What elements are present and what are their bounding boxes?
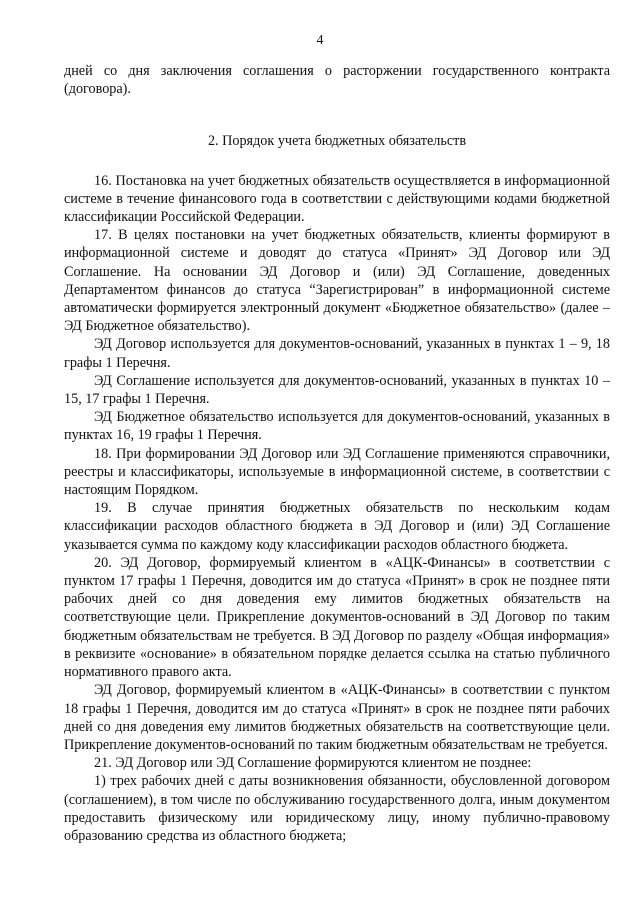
paragraph-18: 18. При формировании ЭД Договор или ЭД Соглашение применяются справочники, реестры и классификаторы, используемые в информационной системе, в соответствии с настоящим Порядком. (64, 445, 610, 499)
paragraph-20-continued: ЭД Договор, формируемый клиентом в «АЦК-Финансы» в соответствии с пунктом 18 графы 1 Перечня, доводится им до статуса «Принят» в срок не позднее пяти рабочих дней со дня доведения ему лимитов бюджетных обязательств на соответствующие цели. Прикрепление документов-оснований по таким бюджетным обязательствам не требуется. (64, 682, 610, 753)
paragraph-17: 17. В целях постановки на учет бюджетных обязательств, клиенты формируют в информационной системе и доводят до статуса «Принят» ЭД Договор или ЭД Соглашение. На основании ЭД Договор и (или) ЭД Соглашение, доведенных Департаментом финансов до статуса “Зарегистрирован” в информационной системе автоматически формируется электронный документ «Бюджетное обязательство» (далее – ЭД Бюджетное обязательство). (64, 227, 610, 335)
paragraph-ed-dogovor: ЭД Договор используется для документов-оснований, указанных в пунктах 1 – 9, 18 графы 1 Перечня. (64, 336, 610, 371)
paragraph-16: 16. Постановка на учет бюджетных обязательств осуществляется в информационной системе в течение финансового года в соответствии с действующими кодами бюджетной классификации Российской Федерации. (64, 172, 610, 226)
paragraph-21-item-1: 1) трех рабочих дней с даты возникновения обязанности, обусловленной договором (соглашением), в том числе по обслуживанию государственного долга, иным документом предоставить физическому или юридическому лицу, иному публично-правовому образованию средства из областного бюджета; (64, 773, 610, 844)
paragraph-ed-budget-obligation: ЭД Бюджетное обязательство используется для документов-оснований, указанных в пунктах 16, 19 графы 1 Перечня. (64, 409, 610, 444)
document-body (64, 62, 610, 845)
continuation-paragraph: дней со дня заключения соглашения о расторжении государственного контракта (договора). (64, 63, 610, 98)
paragraph-19: 19. В случае принятия бюджетных обязательств по нескольким кодам классификации расходов областного бюджета в ЭД Договор и (или) ЭД Соглашение указывается сумма по каждому коду классификации расходов областного бюджета. (64, 500, 610, 553)
paragraph-21: 21. ЭД Договор или ЭД Соглашение формируются клиентом не позднее: (94, 755, 532, 772)
section-title: 2. Порядок учета бюджетных обязательств (207, 133, 467, 150)
paragraph-20: 20. ЭД Договор, формируемый клиентом в «АЦК-Финансы» в соответствии с пунктом 17 графы 1 Перечня, доводится им до статуса «Принят» в срок не позднее пяти рабочих дней со дня доведения ему лимитов бюджетных обязательств на соответствующие цели. Прикрепление документов-оснований в ЭД Договор по таким бюджетным обязательствам не требуется. В ЭД Договор по разделу «Общая информация» в реквизите «основание» в обязательном порядке делается ссылка на статью публичного нормативного правого акта. (64, 554, 610, 681)
page-number: 4 (316, 33, 324, 48)
paragraph-ed-soglashenie: ЭД Соглашение используется для документов-оснований, указанных в пунктах 10 – 15, 17 графы 1 Перечня. (64, 372, 610, 408)
